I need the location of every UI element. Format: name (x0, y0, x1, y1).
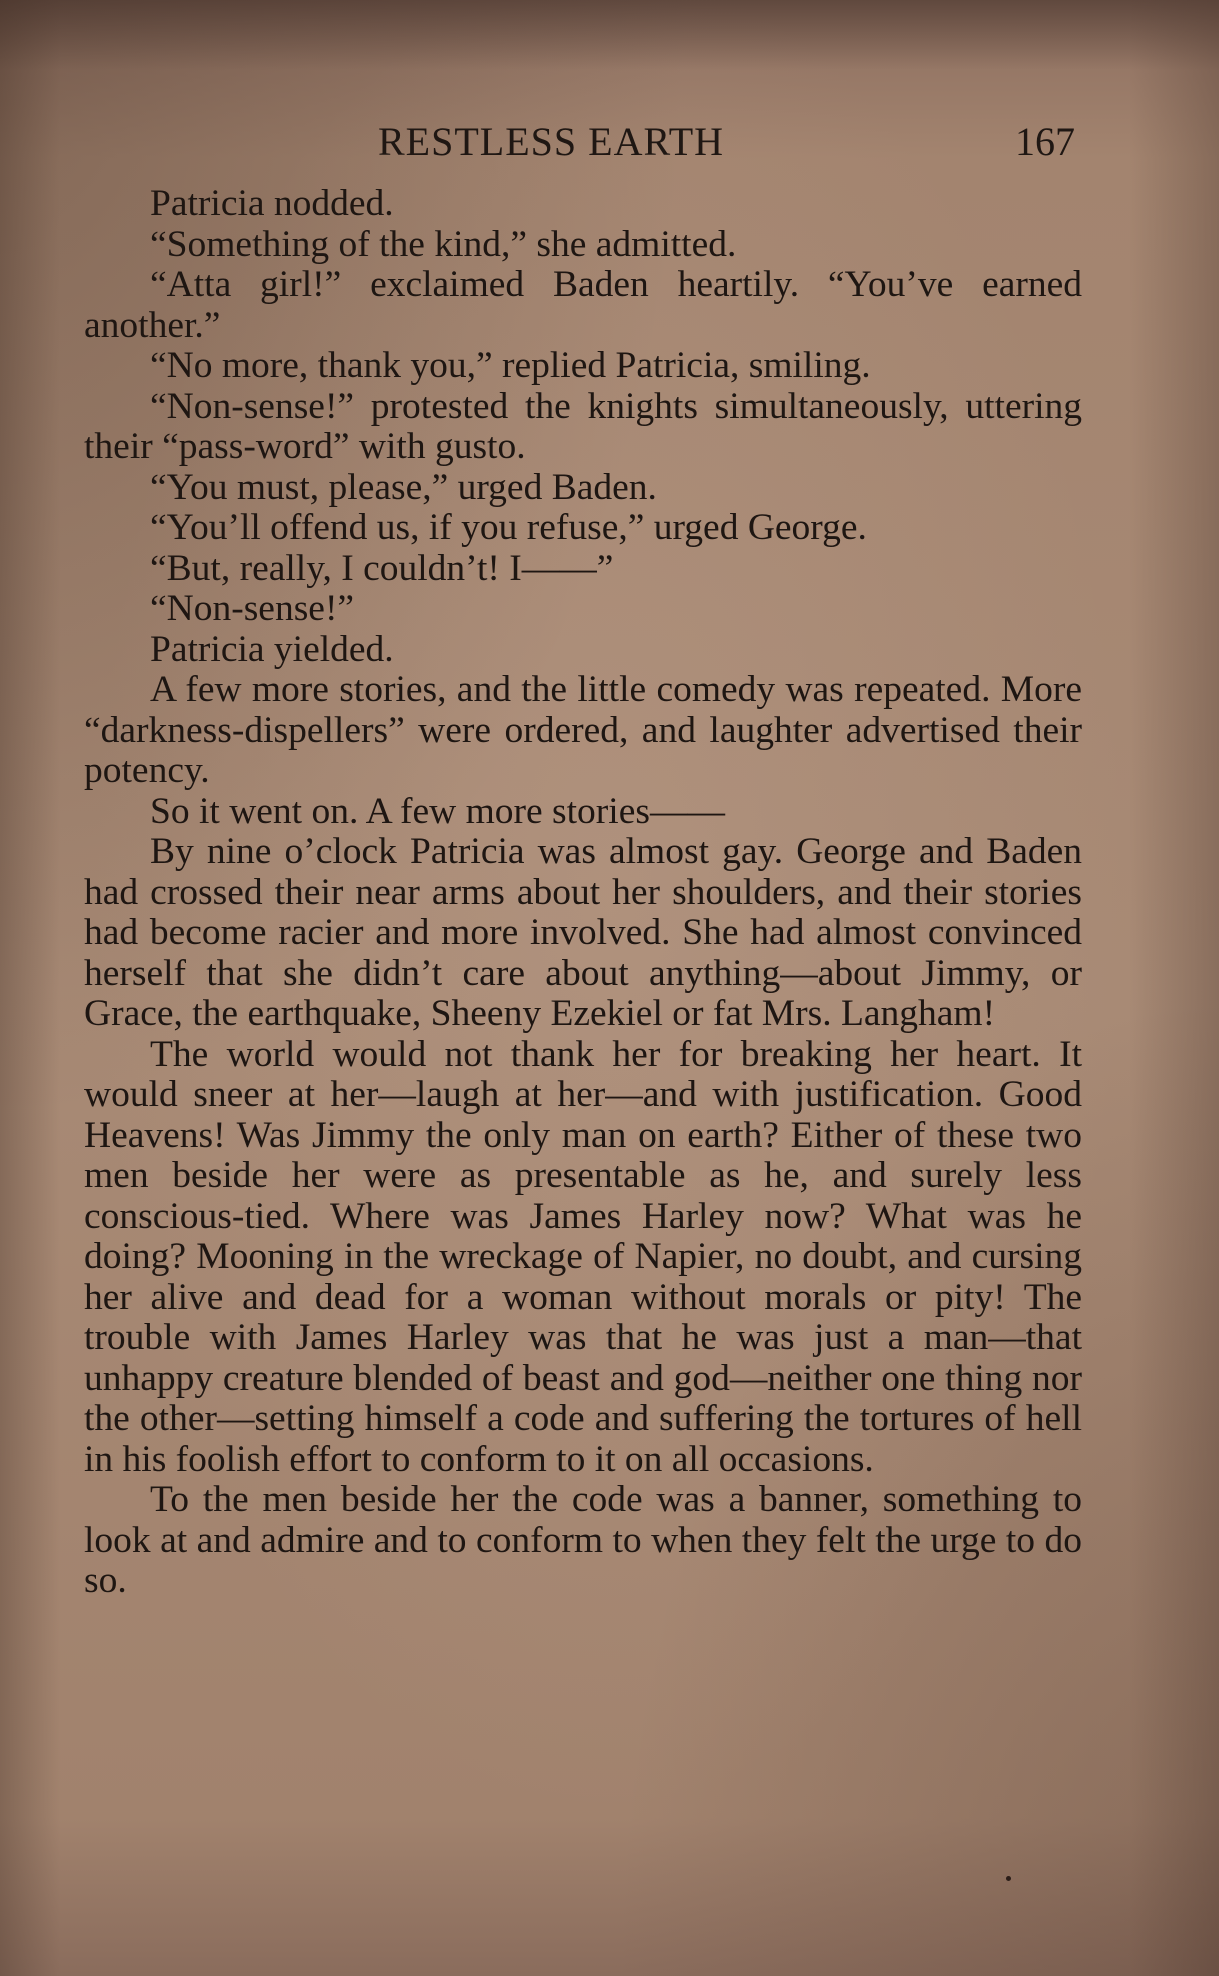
body-text (84, 184, 1082, 1602)
page-shadow-left (0, 0, 60, 1976)
page-number: 167 (1015, 119, 1075, 164)
paragraph: To the men beside her the code was a banner, something to look at and admire and to conform to when they felt the urge to do so. (84, 1479, 1082, 1601)
paragraph: “Non-sense!” (150, 588, 355, 629)
paragraph: Patricia nodded. (150, 183, 394, 224)
paragraph: Patricia yielded. (150, 628, 394, 670)
paragraph: “Something of the kind,” she admitted. (150, 223, 737, 265)
paragraph: “You must, please,” urged Baden. (150, 466, 657, 508)
paragraph: The world would not thank her for breaking her heart. It would sneer at her—laugh at her—and with justification. Good Heavens! Was Jimmy the only man on earth? Either of these two men beside her were as presentable as he, and surely less conscious-tied. Where was James Harley now? What was he doing? Mooning in the wreckage of Napier, no doubt, and cursing her alive and dead for a woman without morals or pity! The trouble with James Harley was that he was just a man—that unhappy creature blended of beast and god—neither one thing nor the other—setting himself a code and suffering the tortures of hell in his foolish effort to conform to it on all occasions. (84, 1033, 1082, 1480)
paragraph: So it went on. A few more stories—— (150, 790, 725, 832)
running-title: RESTLESS EARTH (378, 119, 725, 164)
page-shadow-right (1129, 0, 1219, 1976)
paragraph: “You’ll offend us, if you refuse,” urged George. (150, 507, 867, 548)
paragraph: “But, really, I couldn’t! I——” (150, 547, 614, 589)
paragraph: A few more stories, and the little comedy was repeated. More “darkness-dispellers” were ordered, and laughter advertised their potency. (84, 669, 1082, 791)
page-shadow-top (0, 0, 1219, 70)
paragraph: By nine o’clock Patricia was almost gay. George and Baden had crossed their near arms about her shoulders, and their stories had become racier and more involved. She had almost convinced herself that she didn’t care about anything—about Jimmy, or Grace, the earthquake, Sheeny Ezekiel or fat Mrs. Langham! (84, 831, 1082, 1034)
paragraph: “No more, thank you,” replied Patricia, smiling. (150, 345, 871, 386)
paragraph: “Atta girl!” exclaimed Baden heartily. “You’ve earned another.” (84, 264, 1082, 346)
page-header (0, 118, 1219, 174)
paragraph: “Non-sense!” protested the knights simultaneously, uttering their “pass-word” with gusto. (84, 385, 1082, 467)
paper-speck (1006, 1876, 1011, 1881)
